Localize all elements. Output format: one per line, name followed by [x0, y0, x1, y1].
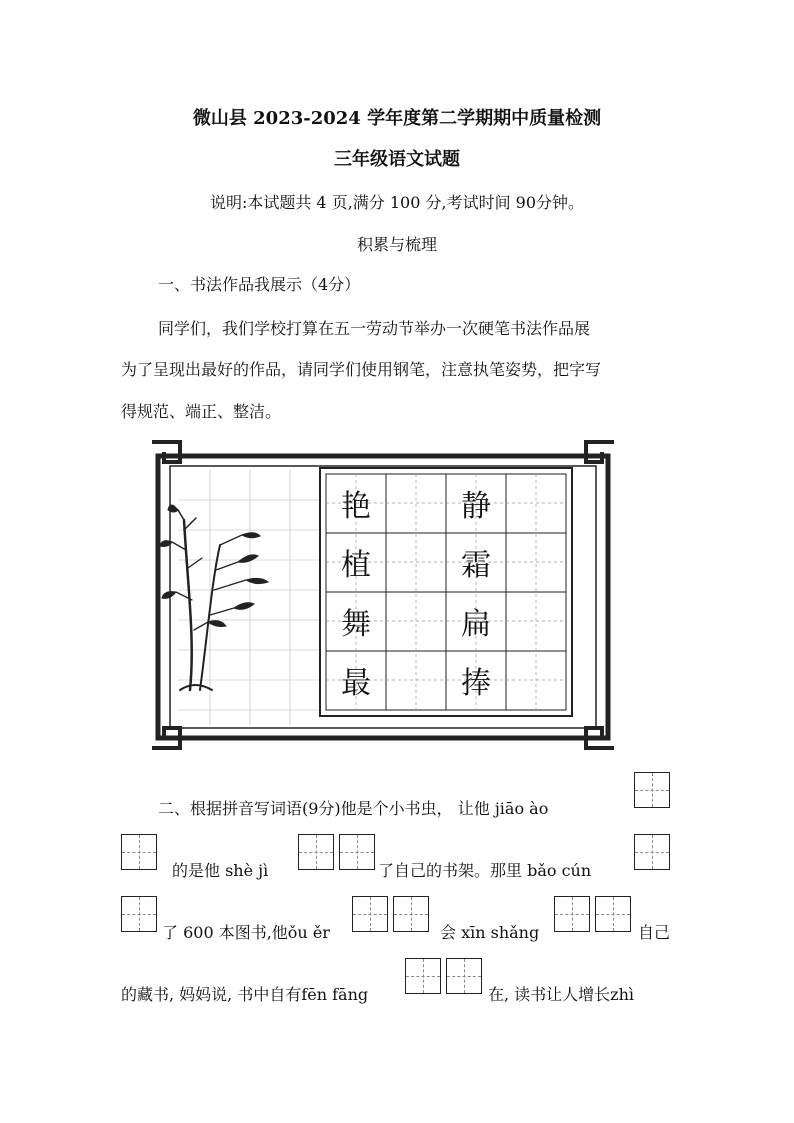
q2-line-4-text-b: 在, 读书让人增长zhì: [488, 985, 635, 1004]
model-character: 植: [341, 548, 371, 583]
answer-box[interactable]: [339, 834, 375, 870]
answer-box[interactable]: [554, 896, 590, 932]
model-character: 捧: [461, 666, 491, 701]
answer-box[interactable]: [446, 958, 482, 994]
bamboo-icon: [160, 505, 268, 690]
answer-box[interactable]: [298, 834, 334, 870]
q2-line-1-text: 二、根据拼音写词语(9分)他是个小书虫， 让他 jiāo ào: [158, 799, 549, 818]
answer-box[interactable]: [393, 896, 429, 932]
instructions: 说明:本试题共 4 页,满分 100 分,考试时间 90分钟。: [209, 193, 585, 212]
answer-box[interactable]: [634, 772, 670, 808]
model-character: 静: [461, 489, 491, 524]
answer-box[interactable]: [121, 896, 157, 932]
calligraphy-frame: [150, 440, 616, 750]
model-character: 霜: [461, 548, 491, 583]
model-character: 舞: [341, 607, 371, 642]
answer-box[interactable]: [634, 834, 670, 870]
q2-line-3-text-a: 了 600 本图书,他ǒu ěr: [162, 923, 330, 942]
answer-box[interactable]: [405, 958, 441, 994]
q1-paragraph-line-1: 同学们，我们学校打算在五一劳动节举办一次硬笔书法作品展: [158, 319, 591, 338]
exam-subtitle: 三年级语文试题: [334, 149, 460, 170]
q1-paragraph-line-2: 为了呈现出最好的作品，请同学们使用钢笔，注意执笔姿势，把字写: [121, 360, 602, 379]
answer-box[interactable]: [121, 834, 157, 870]
calligraphy-grid: [326, 474, 566, 710]
q1-paragraph-line-3: 得规范、端正、整洁。: [121, 402, 282, 421]
exam-title: 微山县 2023-2024 学年度第二学期期中质量检测: [192, 108, 602, 129]
model-character: 扁: [461, 607, 491, 642]
q2-line-3-text-b: 会 xīn shǎng: [440, 923, 540, 942]
model-character: 艳: [341, 489, 371, 524]
q2-line-3-text-c: 自己: [638, 923, 671, 942]
q2-line-2-text-a: 的是他 shè jì: [172, 861, 269, 880]
section-heading: 积累与梳理: [356, 235, 437, 254]
q2-line-2-text-b: 了自己的书架。那里 bǎo cún: [378, 861, 592, 880]
q1-heading: 一、书法作品我展示（4分）: [158, 275, 361, 294]
answer-box[interactable]: [352, 896, 388, 932]
answer-box[interactable]: [595, 896, 631, 932]
model-character: 最: [341, 666, 371, 701]
q2-line-4-text-a: 的藏书, 妈妈说, 书中自有fēn fāng: [121, 985, 369, 1004]
